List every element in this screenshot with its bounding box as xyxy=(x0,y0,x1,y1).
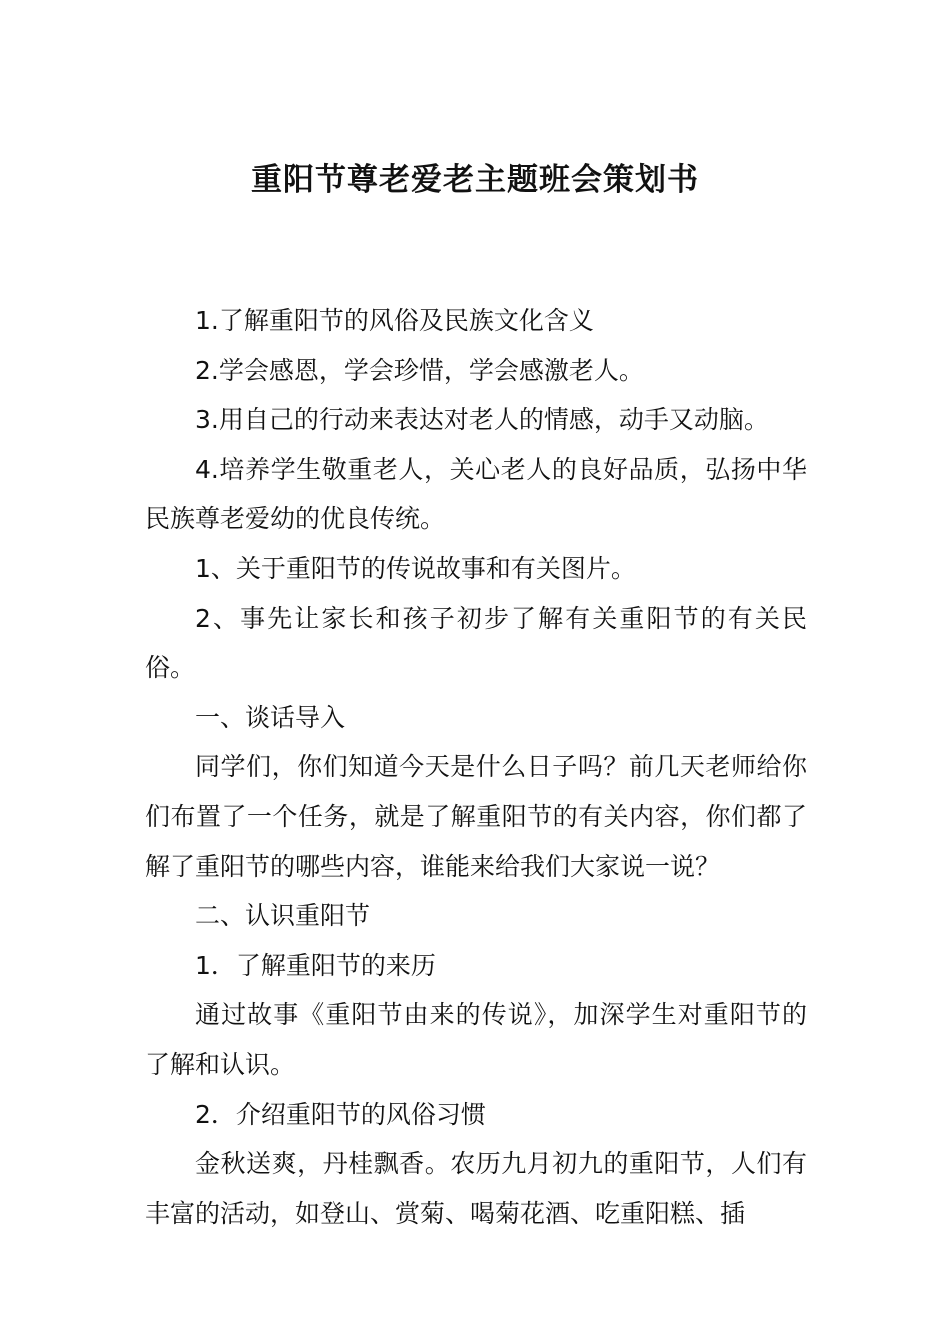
paragraph-goal-4: 4.培养学生敬重老人，关心老人的良好品质，弘扬中华民族尊老爱幼的优良传统。 xyxy=(145,454,807,534)
subheading-origin: 1．了解重阳节的来历 xyxy=(195,950,436,980)
paragraph-prep-2: 2、事先让家长和孩子初步了解有关重阳节的有关民俗。 xyxy=(145,603,807,683)
section-heading-know: 二、认识重阳节 xyxy=(195,901,371,931)
paragraph-goal-1: 1.了解重阳节的风俗及民族文化含义 xyxy=(195,306,594,335)
paragraph-customs-text: 金秋送爽，丹桂飘香。农历九月初九的重阳节，人们有丰富的活动，如登山、赏菊、喝菊花酒、吃重阳糕、插 xyxy=(145,1149,807,1228)
document-title: 重阳节尊老爱老主题班会策划书 xyxy=(251,162,699,198)
paragraph-goal-3: 3.用自己的行动来表达对老人的情感，动手又动脑。 xyxy=(195,405,769,435)
paragraph-prep-1: 1、关于重阳节的传说故事和有关图片。 xyxy=(195,553,636,583)
paragraph-intro-text: 同学们，你们知道今天是什么日子吗？前几天老师给你们布置了一个任务，就是了解重阳节的有关内容，你们都了解了重阳节的哪些内容，谁能来给我们大家说一说？ xyxy=(145,752,807,881)
section-heading-intro: 一、谈话导入 xyxy=(195,702,346,732)
document-body xyxy=(145,296,807,1238)
subheading-customs: 2．介绍重阳节的风俗习惯 xyxy=(195,1099,486,1129)
paragraph-goal-2: 2.学会感恩，学会珍惜，学会感激老人。 xyxy=(195,355,644,385)
paragraph-origin-text: 通过故事《重阳节由来的传说》，加深学生对重阳节的了解和认识。 xyxy=(145,1000,807,1079)
